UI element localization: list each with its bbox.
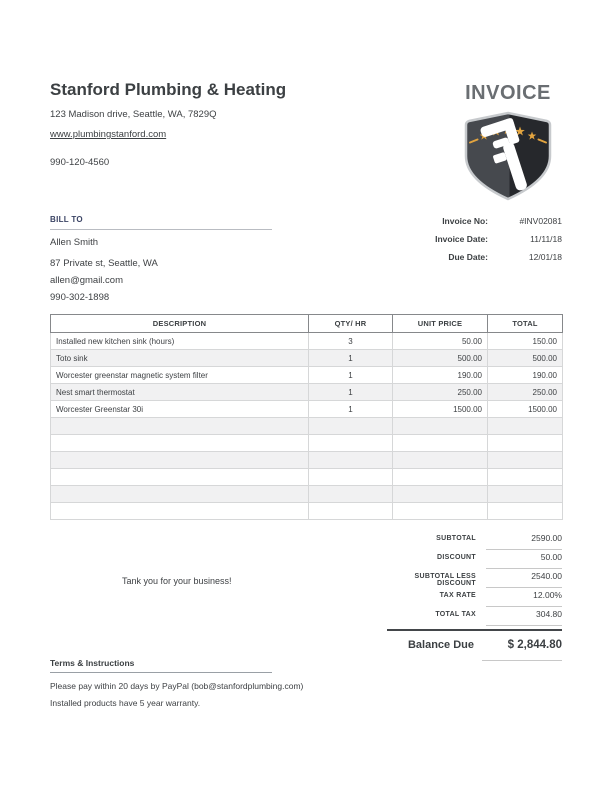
table-empty-row [51,435,563,452]
subtotal-value: 2590.00 [486,531,562,550]
cell-qty: 3 [309,333,393,350]
table-row [51,350,563,367]
totals-section [387,531,562,661]
table-empty-row [51,469,563,486]
subtotal-label: SUBTOTAL [436,535,476,542]
thank-you-note: Tank you for your business! [122,576,232,586]
header-qty: QTY/ HR [309,315,393,333]
header-total: TOTAL [488,315,563,333]
terms-line-payment: Please pay within 20 days by PayPal (bob@stanfordplumbing.com) [50,681,304,691]
bill-to-phone: 990-302-1898 [50,292,110,303]
cell-total: 250.00 [488,384,563,401]
cell-unit-price: 500.00 [393,350,488,367]
cell-unit-price: 190.00 [393,367,488,384]
due-date-label: Due Date: [448,252,488,262]
balance-due-row [387,629,562,661]
table-header-row [51,315,563,333]
table-empty-row [51,418,563,435]
tax-rate-row [387,588,562,607]
cell-qty: 1 [309,350,393,367]
balance-due-label: Balance Due [407,639,474,651]
table-empty-row [51,452,563,469]
invoice-number-label: Invoice No: [442,216,488,226]
table-empty-row [51,486,563,503]
company-phone: 990-120-4560 [50,157,110,168]
invoice-title: INVOICE [465,82,551,104]
table-row [51,333,563,350]
cell-unit-price: 50.00 [393,333,488,350]
table-empty-row [51,503,563,520]
bill-to-address: 87 Private st, Seattle, WA [50,258,158,269]
table-row [51,401,563,418]
subtotal-less-discount-row [387,569,562,588]
terms-title: Terms & Instructions [50,658,272,673]
cell-total: 150.00 [488,333,563,350]
subtotal-row [387,531,562,550]
discount-row [387,550,562,569]
cell-unit-price: 250.00 [393,384,488,401]
company-header [50,80,370,168]
bill-to-email: allen@gmail.com [50,275,124,286]
discount-value: 50.00 [486,550,562,569]
invoice-date-value: 11/11/18 [530,234,562,244]
bill-to-section [50,215,272,303]
cell-description: Nest smart thermostat [51,384,309,401]
terms-section [50,658,380,708]
cell-description: Worcester Greenstar 30i [51,401,309,418]
bill-to-name: Allen Smith [50,237,99,248]
invoice-number-value: #INV02081 [519,216,562,226]
total-tax-row [387,607,562,626]
terms-line-warranty: Installed products have 5 year warranty. [50,698,201,708]
company-logo-shield [456,110,560,202]
cell-qty: 1 [309,367,393,384]
cell-qty: 1 [309,384,393,401]
line-items-table [50,314,563,520]
subtotal-less-discount-value: 2540.00 [486,569,562,588]
cell-unit-price: 1500.00 [393,401,488,418]
table-row [51,384,563,401]
invoice-meta [380,216,562,270]
tax-rate-value: 12.00% [486,588,562,607]
tax-rate-label: TAX RATE [439,592,476,599]
header-unit-price: UNIT PRICE [393,315,488,333]
cell-description: Toto sink [51,350,309,367]
due-date-row [380,252,562,262]
invoice-date-row [380,234,562,244]
header-description: DESCRIPTION [51,315,309,333]
subtotal-less-discount-label: SUBTOTAL LESS DISCOUNT [414,573,476,587]
cell-total: 1500.00 [488,401,563,418]
cell-qty: 1 [309,401,393,418]
total-tax-value: 304.80 [486,607,562,626]
bill-to-label: BILL TO [50,215,272,230]
invoice-brand-block [450,82,566,207]
discount-label: DISCOUNT [437,554,476,561]
company-website-link[interactable]: www.plumbingstanford.com [50,129,167,140]
table-row [51,367,563,384]
invoice-date-label: Invoice Date: [435,234,488,244]
due-date-value: 12/01/18 [528,252,562,262]
cell-description: Installed new kitchen sink (hours) [51,333,309,350]
total-tax-label: TOTAL TAX [435,611,476,618]
cell-total: 190.00 [488,367,563,384]
company-name: Stanford Plumbing & Heating [50,80,287,99]
invoice-number-row [380,216,562,226]
cell-description: Worcester greenstar magnetic system filter [51,367,309,384]
cell-total: 500.00 [488,350,563,367]
company-address: 123 Madison drive, Seattle, WA, 7829Q [50,109,217,120]
balance-due-value: $ 2,844.80 [482,639,562,661]
